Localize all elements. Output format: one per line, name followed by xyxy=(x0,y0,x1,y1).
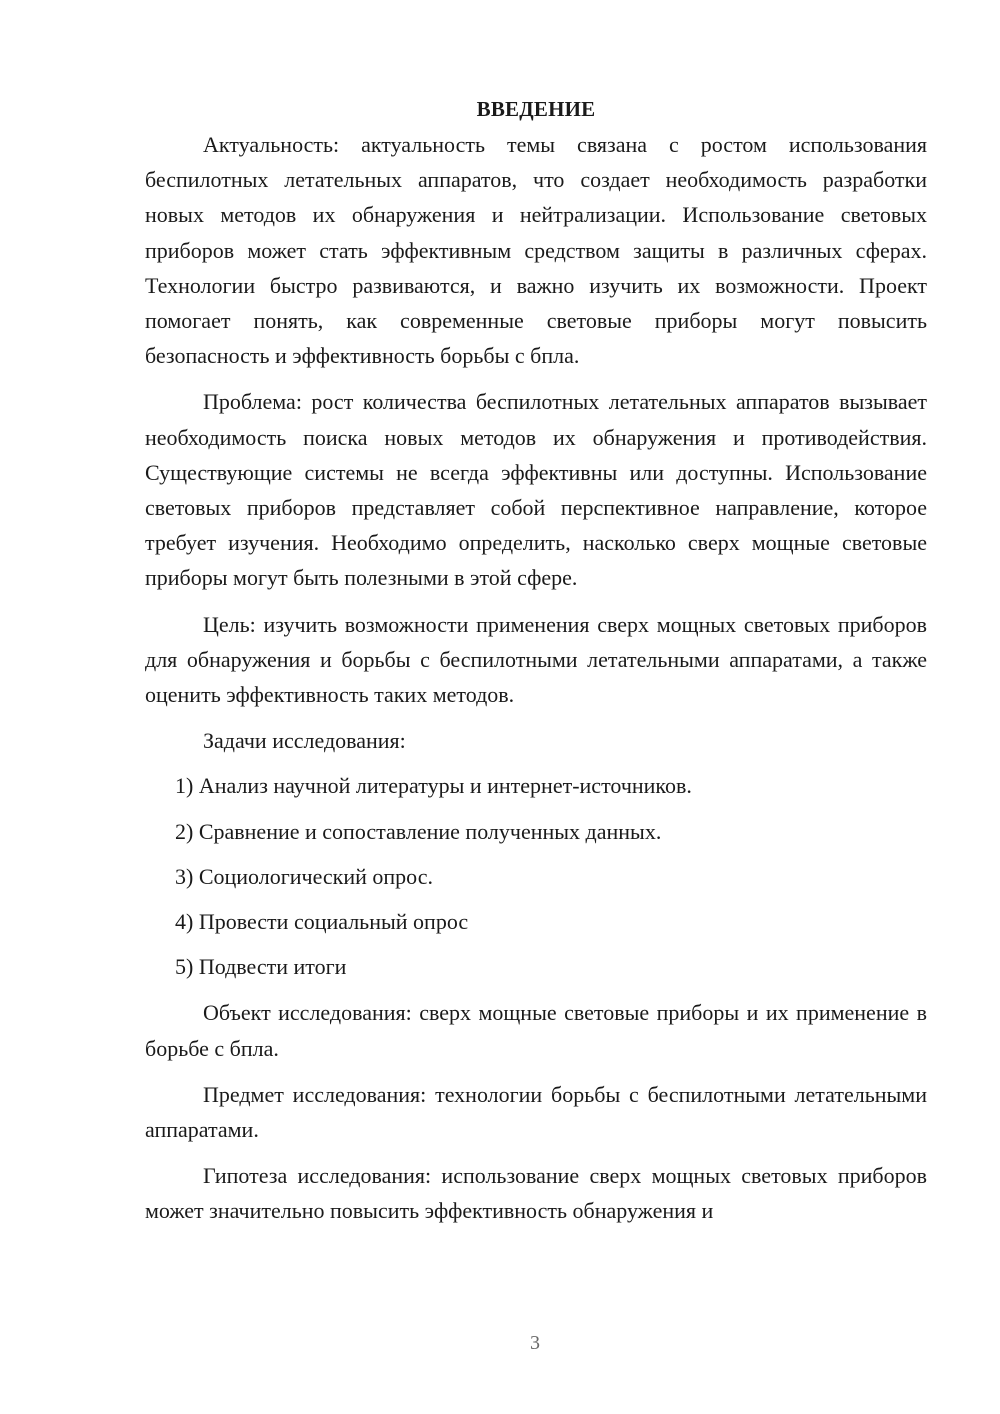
problem-paragraph: Проблема: рост количества беспилотных летательных аппаратов вызывает необходимость поиска новых методов их обнаружения и противодействия. Существующие системы не всегда эффективны или доступны. Использование световых приборов представляет собой перспективное направление, которое требует изучения. Необходимо определить, насколько сверх мощные световые приборы могут быть полезными в этой сфере. xyxy=(145,389,927,591)
object-paragraph: Объект исследования: сверх мощные световые приборы и их применение в борьбе с бпла. xyxy=(145,1000,927,1061)
tasks-heading: Задачи исследования: xyxy=(203,728,406,754)
section-title: ВВЕДЕНИЕ xyxy=(476,97,596,121)
hypothesis-paragraph: Гипотеза исследования: использование сверх мощных световых приборов может значительно повысить эффективность обнаружения и xyxy=(145,1163,927,1224)
page-number: 3 xyxy=(530,1332,540,1354)
task-item: 4) Провести социальный опрос xyxy=(175,909,469,935)
task-item: 2) Сравнение и сопоставление полученных данных. xyxy=(175,818,662,844)
task-item: 5) Подвести итоги xyxy=(175,954,347,980)
relevance-paragraph: Актуальность: актуальность темы связана с ростом использования беспилотных летательных аппаратов, что создает необходимость разработки новых методов их обнаружения и нейтрализации. Использование световых приборов может стать эффективным средством защиты в различных сферах. Технологии быстро развиваются, и важно изучить их возможности. Проект помогает понять, как современные световые приборы могут повысить безопасность и эффективность борьбы с бпла. xyxy=(145,132,927,369)
page-content xyxy=(145,92,927,1229)
task-item: 1) Анализ научной литературы и интернет-источников. xyxy=(175,773,692,799)
task-item: 3) Социологический опрос. xyxy=(175,863,433,889)
subject-paragraph: Предмет исследования: технологии борьбы с беспилотными летательными аппаратами. xyxy=(145,1081,927,1143)
goal-paragraph: Цель: изучить возможности применения сверх мощных световых приборов для обнаружения и борьбы с беспилотными летательными аппаратами, а также оценить эффективность таких методов. xyxy=(145,611,927,708)
